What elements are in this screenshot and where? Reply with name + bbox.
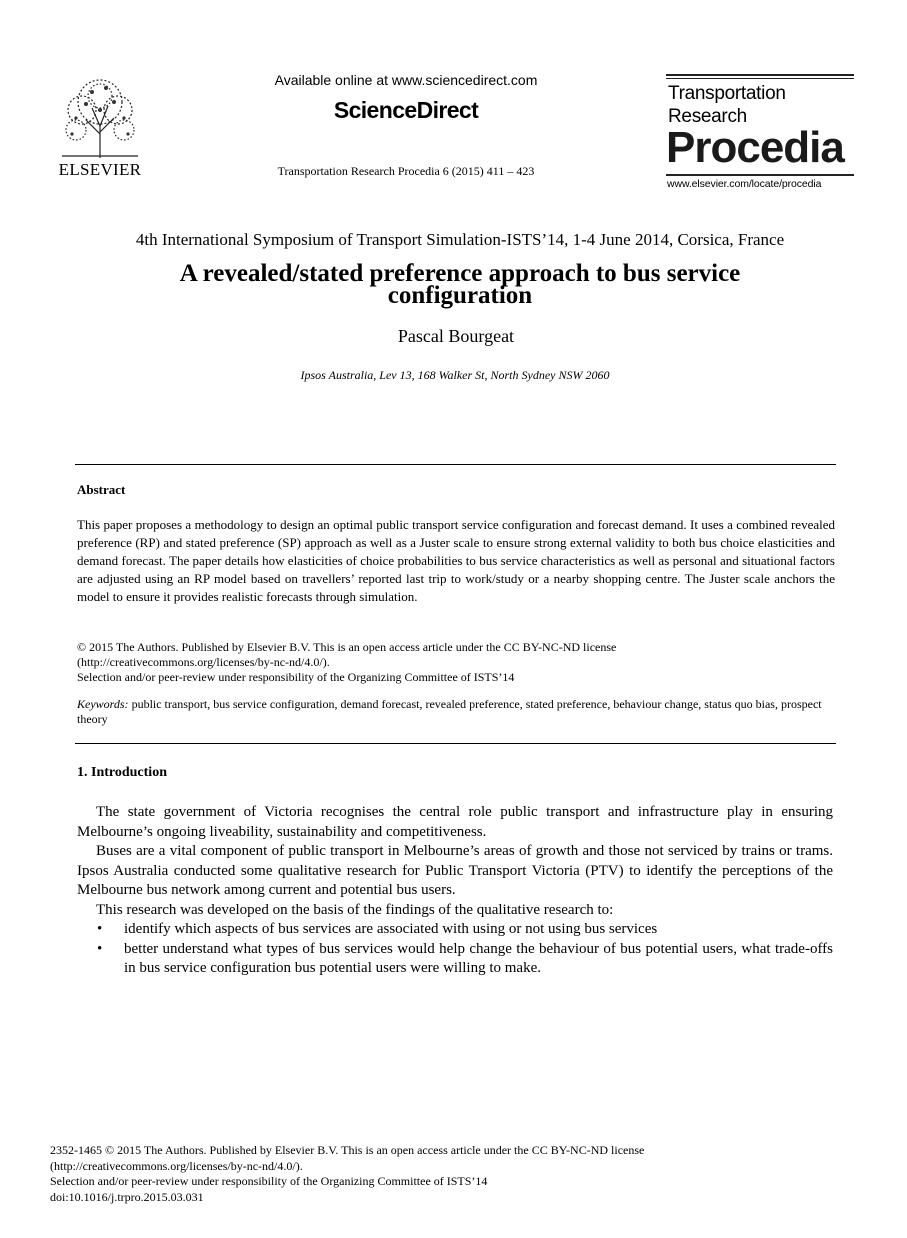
keywords-label: Keywords: — [77, 697, 129, 711]
abstract-text: This paper proposes a methodology to design an optimal public transport service configuration and forecast demand. It uses a combined revealed preference (RP) and stated preference (SP) approach as well as a Juster scale to ensure strong external validity to both bus choice elasticities and demand forecast. The paper details how elasticities of choice probabilities to bus service characteristics as well as personal and situational factors are adjusted using an RP model based on travellers’ reported last trip to work/study or a nearby shopping centre. The Juster scale anchors the model to ensure it provides realistic forecasts through simulation. — [77, 517, 835, 604]
abstract-top-rule — [75, 464, 836, 465]
footer-doi[interactable]: doi:10.1016/j.trpro.2015.03.031 — [50, 1189, 204, 1204]
elsevier-tree-icon — [56, 74, 144, 158]
section-heading-introduction: 1. Introduction — [77, 765, 167, 780]
abstract-bottom-rule — [75, 743, 836, 744]
footer-license-link[interactable]: (http://creativecommons.org/licenses/by-nc-nd/4.0/). — [50, 1158, 303, 1173]
intro-bullet-list — [77, 920, 833, 979]
footer-issn-line: 2352-1465 © 2015 The Authors. Published by Elsevier B.V. This is an open access article under the CC BY-NC-ND license — [50, 1143, 645, 1157]
brand-rule-bottom — [666, 174, 854, 176]
paper-title — [80, 260, 840, 309]
list-item-text: identify which aspects of bus services are associated with using or not using bus services — [124, 921, 658, 937]
brand-url[interactable]: www.elsevier.com/locate/procedia — [667, 178, 822, 190]
keywords-list: public transport, bus service configuration, demand forecast, revealed preference, stated preference, behaviour change, status quo bias, prospect theory — [77, 697, 822, 726]
author-name: Pascal Bourgeat — [397, 326, 515, 346]
footer-review-line: Selection and/or peer-review under responsibility of the Organizing Committee of ISTS’14 — [50, 1174, 488, 1188]
page-footer — [50, 1143, 850, 1205]
available-online-text: Available online at www.sciencedirect.com — [274, 72, 538, 88]
list-item — [77, 940, 833, 979]
sciencedirect-logo: ScienceDirect — [333, 97, 479, 123]
brand-rule-top — [666, 74, 854, 76]
list-item-text: better understand what types of bus services would help change the behaviour of bus potential users, what trade-offs in bus service configuration bus potential users were willing to make. — [124, 940, 833, 976]
keywords-block — [77, 697, 835, 727]
intro-paragraph-1: The state government of Victoria recognises the central role public transport and infrastructure play in ensuring Melbourne’s ongoing liveability, sustainability and competitiveness. — [77, 804, 833, 840]
brand-line-2: Research — [668, 106, 747, 127]
journal-citation: Transportation Research Procedia 6 (2015) 411 – 423 — [277, 164, 535, 178]
bullet-icon: • — [97, 921, 103, 937]
paper-title-line-2: configuration — [387, 282, 533, 309]
publisher-name: ELSEVIER — [58, 160, 142, 179]
introduction-body — [77, 803, 833, 979]
author-affiliation: Ipsos Australia, Lev 13, 168 Walker St, North Sydney NSW 2060 — [300, 368, 610, 382]
license-link[interactable]: (http://creativecommons.org/licenses/by-nc-nd/4.0/). — [77, 655, 330, 669]
bullet-icon: • — [97, 940, 103, 957]
elsevier-logo — [52, 74, 148, 180]
brand-rule-top-thin — [666, 78, 854, 79]
copyright-block — [77, 640, 835, 685]
abstract-heading: Abstract — [77, 482, 126, 497]
brand-line-3: Procedia — [666, 123, 844, 172]
journal-brand-logo — [666, 74, 854, 194]
brand-line-1: Transportation — [668, 83, 786, 104]
intro-paragraph-3: This research was developed on the basis of the findings of the qualitative research to: — [96, 901, 614, 918]
conference-line: 4th International Symposium of Transport Simulation-ISTS’14, 1-4 June 2014, Corsica, France — [135, 230, 785, 249]
copyright-line-3: Selection and/or peer-review under responsibility of the Organizing Committee of ISTS’14 — [77, 670, 515, 684]
intro-paragraph-2: Buses are a vital component of public transport in Melbourne’s areas of growth and those not serviced by trains or trams. Ipsos Australia conducted some qualitative research for Public Transport Victoria (PTV) to identify the perceptions of the Melbourne bus network among current and potential bus users. — [77, 843, 833, 898]
paper-title-line-1: A revealed/stated preference approach to bus service — [179, 260, 741, 287]
list-item — [77, 920, 833, 940]
copyright-line-1: © 2015 The Authors. Published by Elsevier B.V. This is an open access article under the CC BY-NC-ND license — [77, 640, 617, 654]
